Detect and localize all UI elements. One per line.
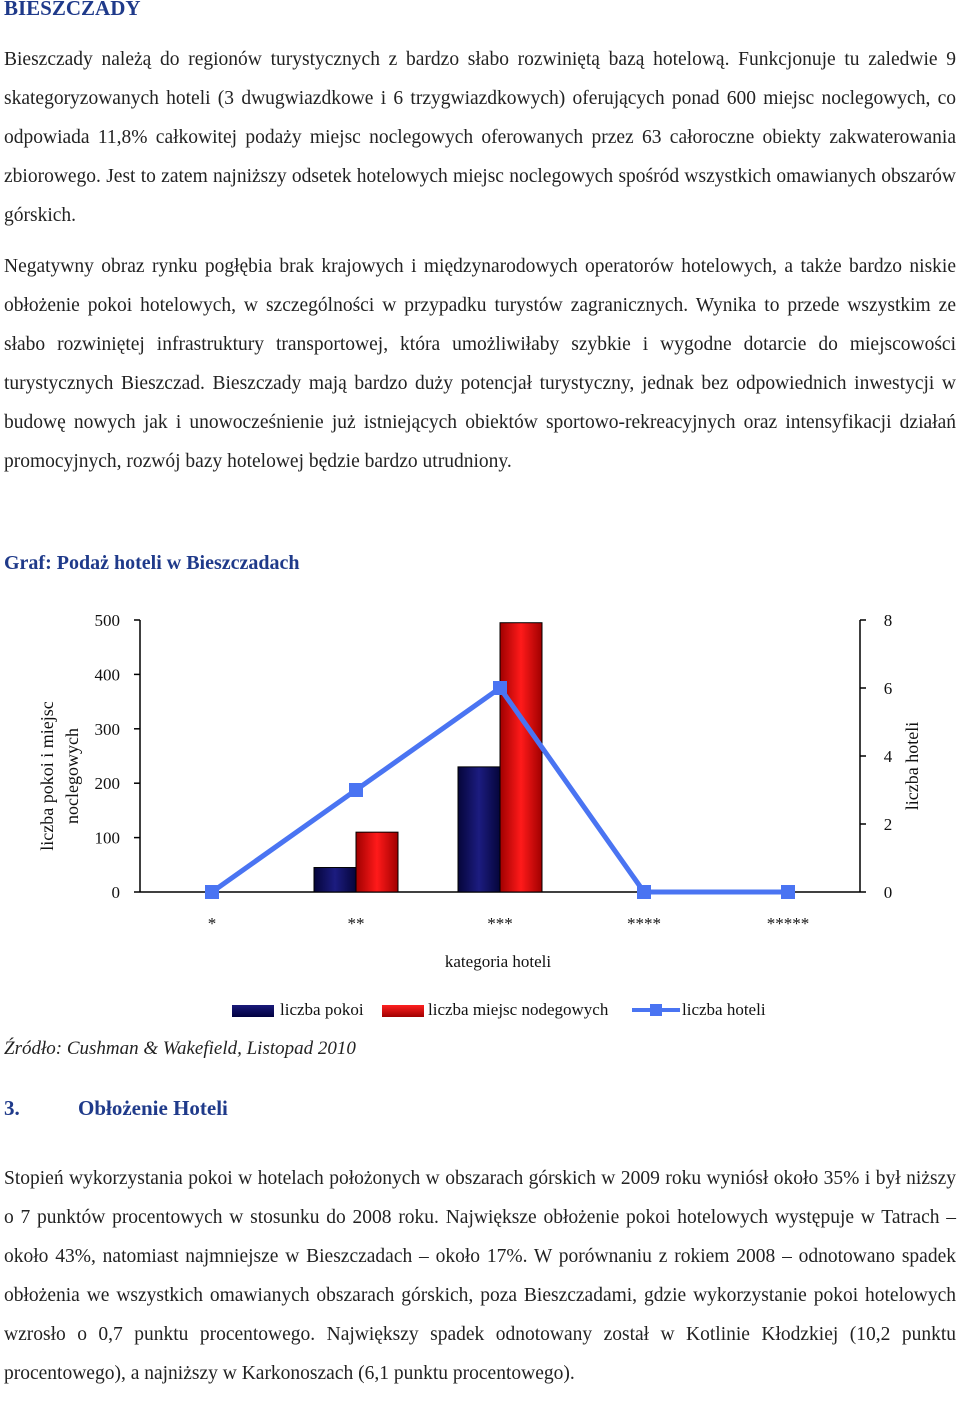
y-tick-label-right-3: 6 (883, 679, 893, 698)
y-tick-label-right-2: 4 (883, 747, 893, 766)
bar-rooms-1 (314, 868, 356, 892)
point-hotels-3 (637, 885, 651, 899)
graph-title: Graf: Podaż hoteli w Bieszczadach (4, 552, 300, 574)
x-axis-label: kategoria hoteli (444, 952, 552, 971)
legend-label-hotels: liczba hoteli (682, 1000, 766, 1019)
point-hotels-2 (493, 681, 507, 695)
y-tick-label-left-4: 400 (94, 665, 120, 685)
point-hotels-0 (205, 885, 219, 899)
hotel-supply-chart (0, 590, 960, 990)
legend-swatch-rooms (232, 1005, 274, 1017)
y-axis-label-line-2: noclegowych (62, 728, 82, 824)
x-tick-label-4: ***** (766, 914, 810, 933)
y-tick-label-right-1: 2 (883, 815, 893, 834)
y-tick-label-left-2: 200 (94, 774, 120, 794)
legend-swatch-hotels (632, 1002, 680, 1018)
y-tick-label-right-0: 0 (883, 883, 893, 902)
y-tick-label-left-0: 0 (111, 883, 120, 902)
section-number: 3. (4, 1096, 20, 1120)
paragraph-market: Negatywny obraz rynku pogłębia brak krajowych i międzynarodowych operatorów hotelowych, a także bardzo niskie obłożenie pokoi hotelowych, w szczególności w przypadku turystów zagranicznych. Wynika to przede wszystkim ze słabo rozwiniętej infrastruktury transportowej, która umożliwiłaby szybkie i wygodne dotarcie do miejscowości turystycznych Bieszczad. Bieszczady mają bardzo duży potencjał turystyczny, jednak bez odpowiednich inwestycji w budowę nowych jak i unowocześnienie już istniejących obiektów sportowo-rekreacyjnych oraz intensyfikacji działań promocyjnych, rozwój bazy hotelowej będzie bardzo utrudniony. (4, 256, 956, 472)
x-tick-label-3: **** (627, 914, 661, 933)
legend-label-rooms: liczba pokoi (280, 1000, 364, 1019)
y-axis-label-line-1: liczba pokoi i miejsc (37, 701, 57, 851)
region-heading: BIESZCZADY (4, 0, 141, 20)
bar-beds-1 (356, 832, 398, 892)
x-tick-label-1: ** (347, 914, 365, 933)
y-tick-label-left-3: 300 (94, 719, 120, 739)
point-hotels-1 (349, 783, 363, 797)
section-title: Obłożenie Hoteli (78, 1096, 228, 1120)
x-tick-label-0: * (207, 914, 217, 933)
legend-label-beds: liczba miejsc nodegowych (428, 1000, 609, 1019)
y-tick-label-left-1: 100 (94, 828, 120, 848)
bar-rooms-2 (458, 767, 500, 892)
paragraph-occupancy: Stopień wykorzystania pokoi w hotelach położonych w obszarach górskich w 2009 roku wyniósł około 35% i był niższy o 7 punktów procentowych w stosunku do 2008 roku. Największe obłożenie pokoi hotelowych występuje w Tatrach – około 43%, natomiast najmniejsze w Bieszczadach – około 17%. W porównaniu z rokiem 2008 – odnotowano spadek obłożenia we wszystkich omawianych obszarach górskich, poza Bieszczadami, gdzie wykorzystanie pokoi hotelowych wzrosło o 0,7 punktu procentowego. Największy spadek odnotowany został w Kotlinie Kłodzkiej (10,2 punktu procentowego), a najniższy w Karkonoszach (6,1 punktu procentowego). (4, 1168, 956, 1384)
source-note: Źródło: Cushman & Wakefield, Listopad 2010 (4, 1038, 356, 1059)
y-tick-label-left-5: 500 (94, 611, 120, 630)
paragraph-intro: Bieszczady należą do regionów turystycznych z bardzo słabo rozwiniętą bazą hotelową. Funkcjonuje tu zaledwie 9 skategoryzowanych hoteli (3 dwugwiazdkowe i 6 trzygwiazdkowych) oferujących ponad 600 miejsc noclegowych, co odpowiada 11,8% całkowitej podaży miejsc noclegowych oferowanych przez 63 całoroczne obiekty zakwaterowania zbiorowego. Jest to zatem najniższy odsetek hotelowych miejsc noclegowych spośród wszystkich omawianych obszarów górskich. (4, 49, 956, 226)
y2-axis-label: liczba hoteli (902, 721, 922, 811)
legend-swatch-beds (382, 1005, 424, 1017)
y-tick-label-right-4: 8 (883, 611, 893, 630)
bar-beds-2 (500, 623, 542, 892)
section-heading (4, 1096, 228, 1121)
point-hotels-4 (781, 885, 795, 899)
x-tick-label-2: *** (487, 914, 513, 933)
